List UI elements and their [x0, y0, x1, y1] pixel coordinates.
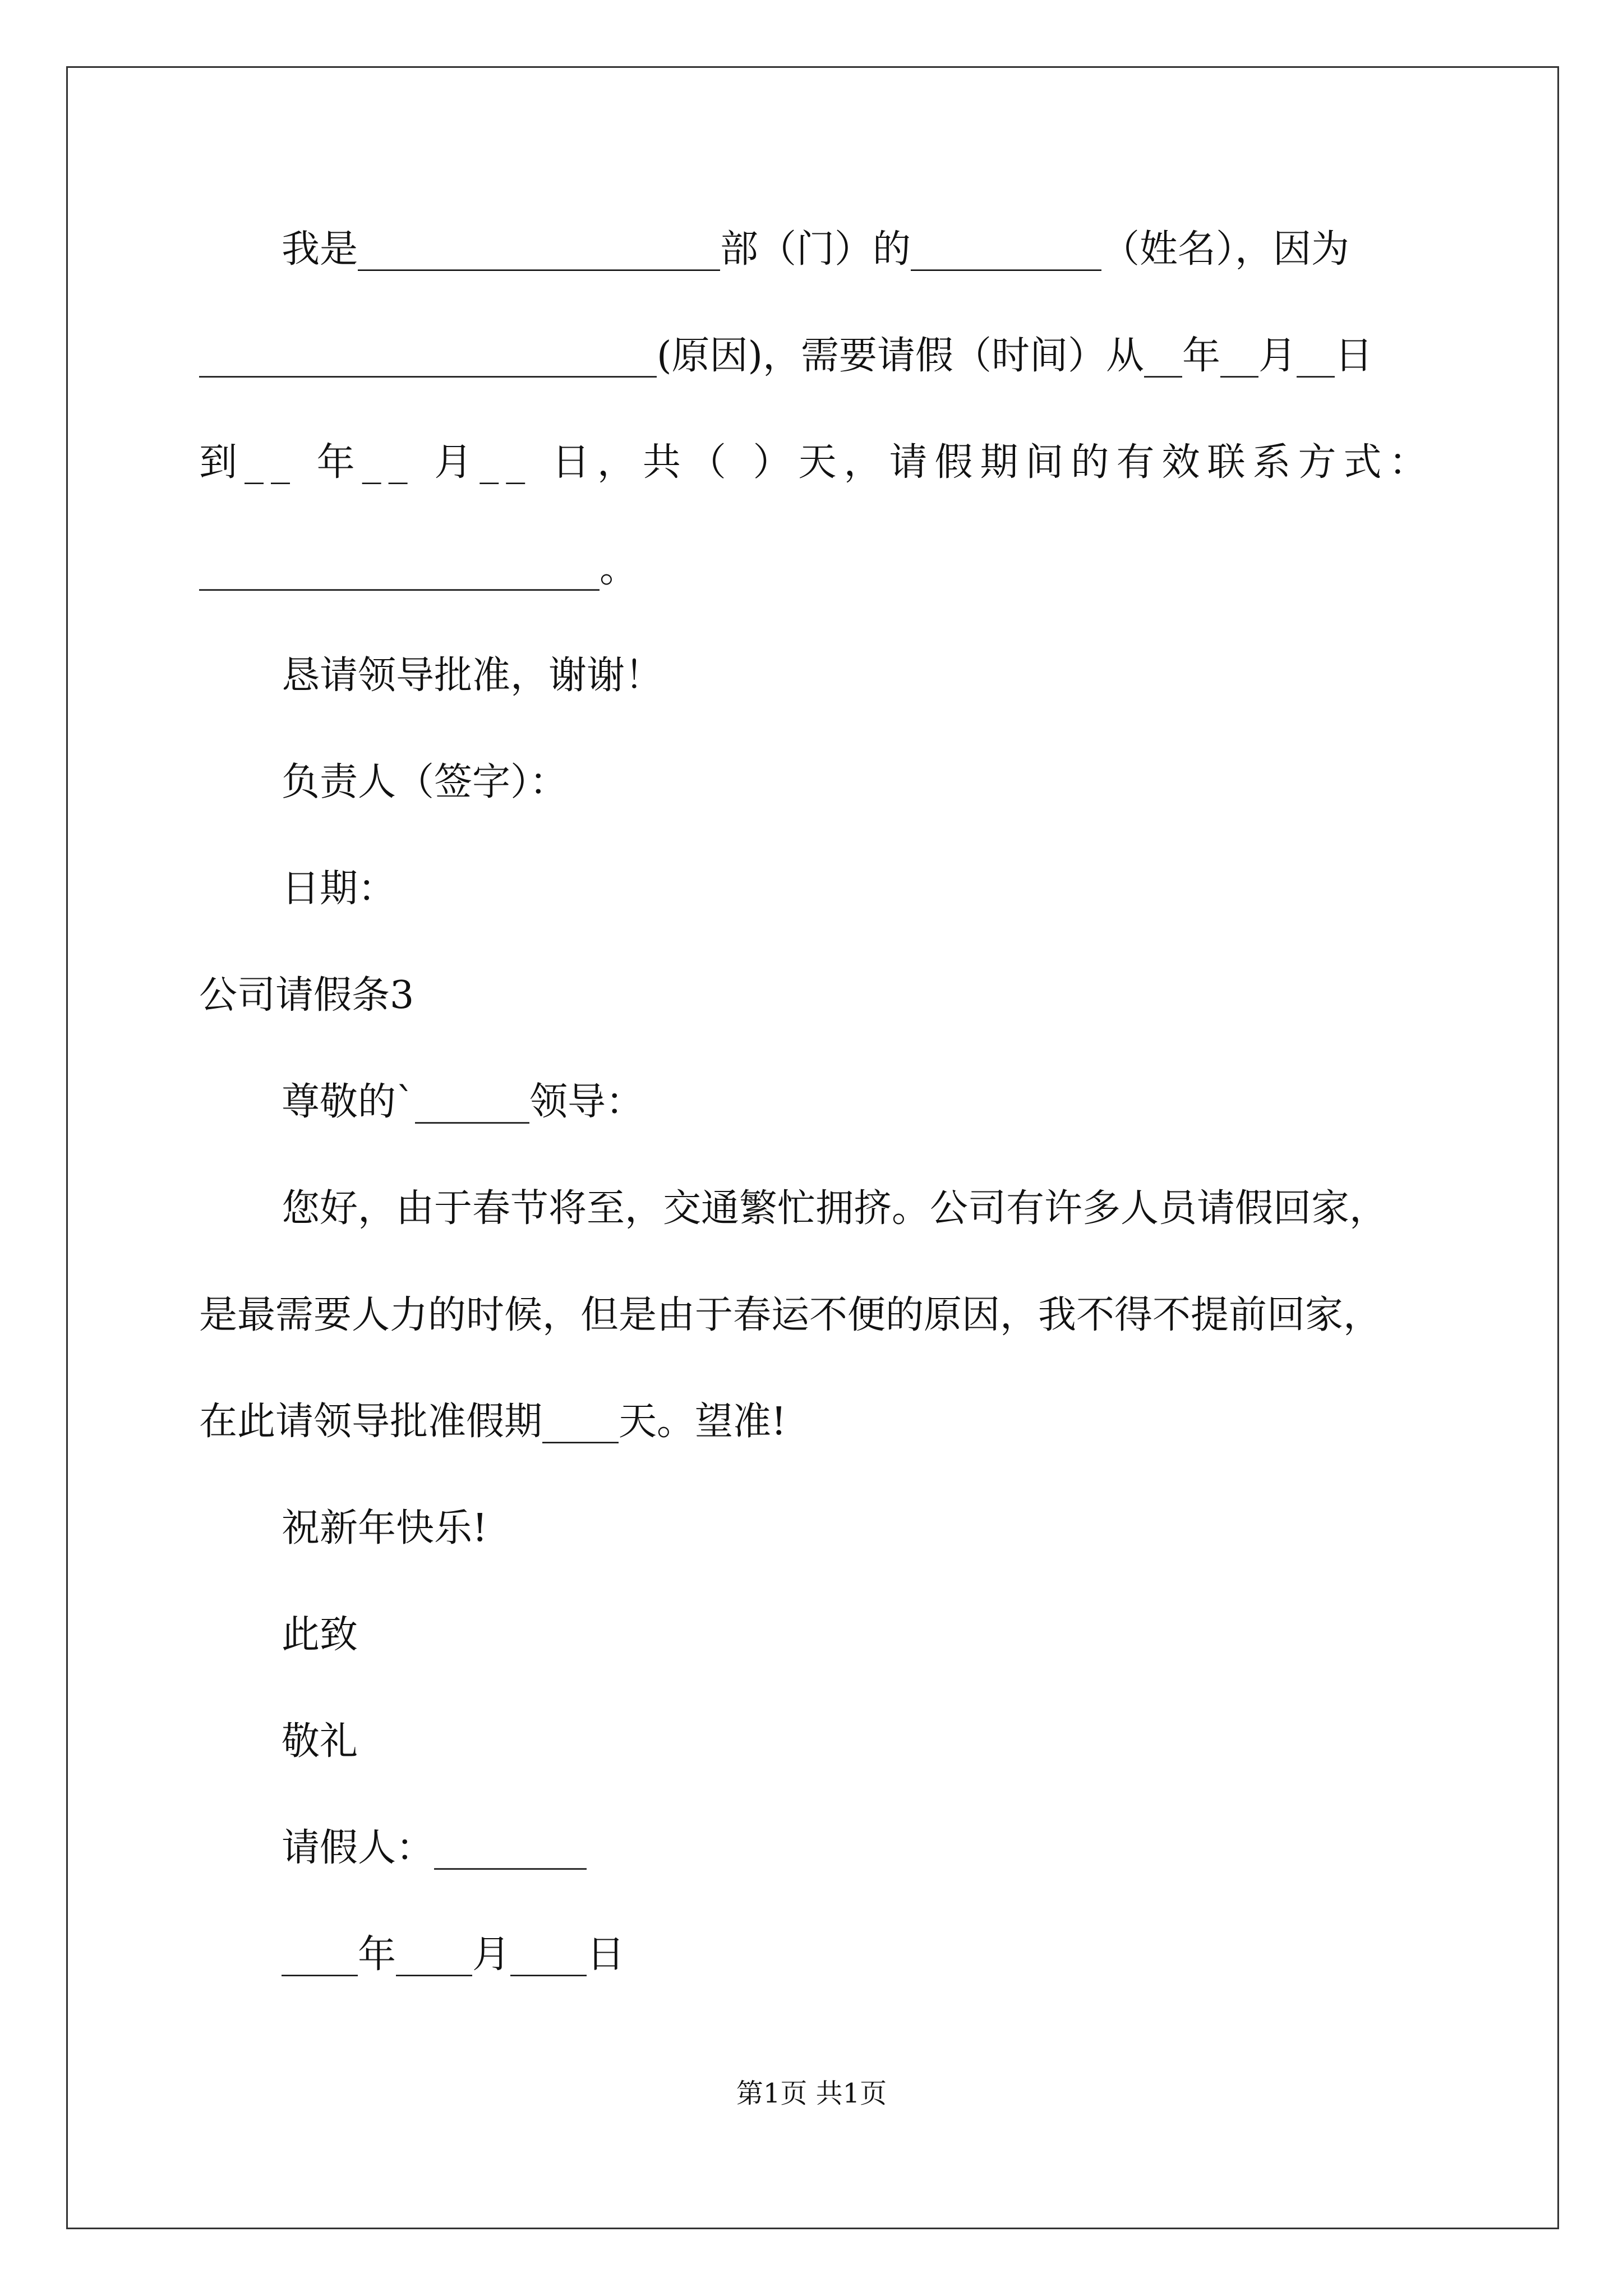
- text-line-1: 我是___________________部（门）的__________（姓名），因为: [282, 227, 1350, 272]
- text-line-5: 恳请领导批准，谢谢！: [282, 654, 663, 698]
- date-line: 日期：: [282, 867, 396, 911]
- body-line-3: 在此请领导批准假期____天。望准!: [199, 1400, 787, 1444]
- text-line-3: 到__ 年__ 月__ 日，共（ ）天，请假期间的有效联系方式：: [199, 440, 1435, 485]
- page-border: [66, 66, 1559, 2229]
- text-line-2: ________________________(原因)，需要请假（时间）从__年__月__日: [199, 334, 1373, 378]
- section-heading: 公司请假条3: [199, 973, 414, 1018]
- closing-line-1: 此致: [282, 1613, 358, 1657]
- closing-line-2: 敬礼: [282, 1719, 358, 1764]
- wish-line: 祝新年快乐!: [282, 1506, 488, 1550]
- salutation-line: 尊敬的`______领导：: [282, 1080, 644, 1124]
- body-line-1: 您好，由于春节将至，交通繁忙拥挤。公司有许多人员请假回家，: [282, 1186, 1388, 1231]
- signer-line: 负责人（签字）：: [282, 760, 568, 804]
- text-line-4: _____________________。: [199, 547, 638, 591]
- applicant-line: 请假人：________: [282, 1826, 587, 1870]
- final-date-line: ____年____月____日: [282, 1932, 625, 1977]
- body-line-2: 是最需要人力的时候，但是由于春运不便的原因，我不得不提前回家，: [199, 1293, 1382, 1337]
- page-footer: 第1页 共1页: [736, 2078, 887, 2109]
